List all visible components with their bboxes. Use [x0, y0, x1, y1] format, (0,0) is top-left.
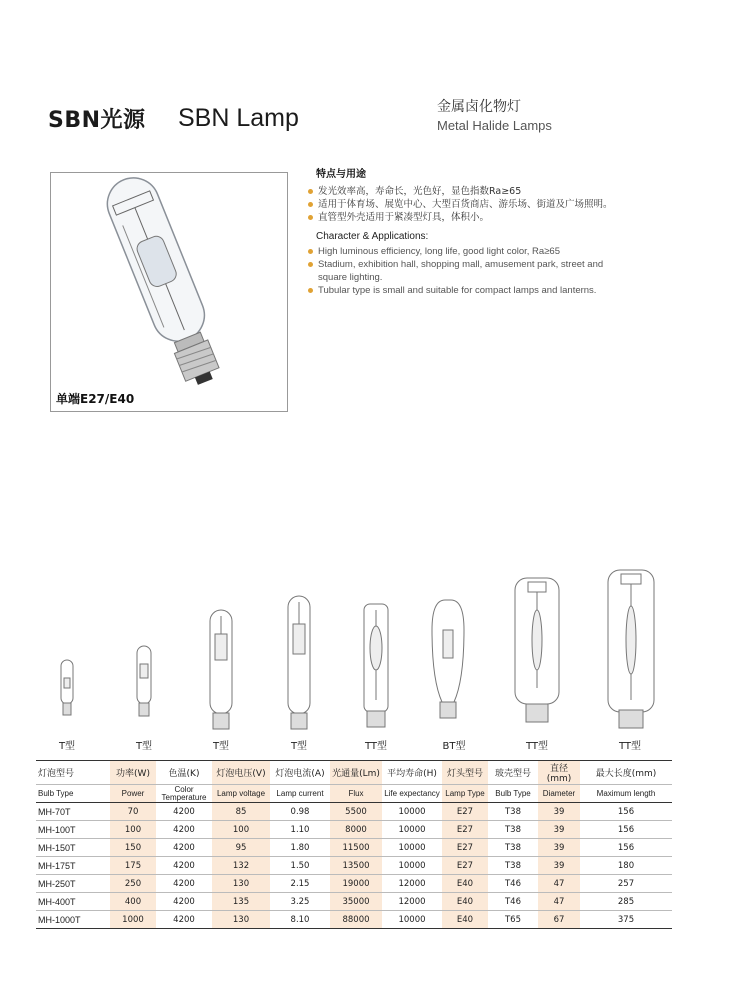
table-cell: 平均寿命(H) — [382, 761, 442, 785]
lamp-drawing — [61, 660, 73, 715]
table-cell: 13500 — [330, 857, 382, 875]
lamp-drawing — [432, 600, 464, 718]
table-cell: Color Temperature — [156, 785, 212, 803]
table-cell: 色温(K) — [156, 761, 212, 785]
spec-table-body — [36, 761, 672, 929]
table-cell: E27 — [442, 821, 488, 839]
table-cell: 39 — [538, 839, 580, 857]
lamp-type-label: T型 — [212, 741, 230, 752]
features-heading-cn: 特点与用途 — [316, 169, 366, 180]
table-cell: 4200 — [156, 875, 212, 893]
table-cell: 4200 — [156, 821, 212, 839]
lamp-photo-illustration — [51, 173, 287, 411]
feature-item-cn: 直管型外壳适用于紧凑型灯具，体积小。 — [306, 211, 626, 224]
table-cell: MH-1000T — [36, 911, 110, 929]
table-cell: E40 — [442, 893, 488, 911]
table-cell: Bulb Type — [36, 785, 110, 803]
table-cell: T38 — [488, 821, 538, 839]
lamp-drawing — [608, 570, 654, 728]
table-cell: 10000 — [382, 803, 442, 821]
feature-item-cn: 适用于体育场、展览中心、大型百货商店、游乐场、街道及广场照明。 — [306, 198, 626, 211]
table-cell: 4200 — [156, 857, 212, 875]
table-cell: 1000 — [110, 911, 156, 929]
table-cell: 1.10 — [270, 821, 330, 839]
lamp-type-label: TT型 — [525, 741, 549, 752]
table-cell: 5500 — [330, 803, 382, 821]
lamp-drawing — [137, 646, 151, 716]
table-cell: 250 — [110, 875, 156, 893]
table-cell: 375 — [580, 911, 672, 929]
table-cell: 39 — [538, 857, 580, 875]
table-cell: 光通量(Lm) — [330, 761, 382, 785]
table-cell: 功率(W) — [110, 761, 156, 785]
table-cell: 10000 — [382, 911, 442, 929]
table-cell: 285 — [580, 893, 672, 911]
table-cell: Lamp current — [270, 785, 330, 803]
table-cell: Life expectancy — [382, 785, 442, 803]
table-cell: 10000 — [382, 857, 442, 875]
table-cell: Power — [110, 785, 156, 803]
table-cell: 灯泡电压(V) — [212, 761, 270, 785]
feature-item-en: High luminous efficiency, long life, good light color, Ra≥65 — [306, 245, 626, 258]
features-heading-en: Character & Applications: — [316, 231, 429, 242]
table-cell: 85 — [212, 803, 270, 821]
lamp-drawing — [364, 604, 388, 727]
table-cell: T65 — [488, 911, 538, 929]
table-cell: 400 — [110, 893, 156, 911]
table-cell: MH-70T — [36, 803, 110, 821]
table-cell: T46 — [488, 875, 538, 893]
table-cell: T46 — [488, 893, 538, 911]
table-header-cn — [36, 761, 672, 785]
table-cell: MH-150T — [36, 839, 110, 857]
lamp-drawing — [210, 610, 232, 729]
table-cell: 灯泡电流(A) — [270, 761, 330, 785]
lamp-type-label: T型 — [58, 741, 76, 752]
table-row — [36, 821, 672, 839]
lamp-type-label: TT型 — [364, 741, 388, 752]
lamp-photo — [50, 172, 288, 412]
table-cell: 150 — [110, 839, 156, 857]
page-title-cn: 金属卤化物灯 — [437, 99, 521, 115]
lamp-type-label: T型 — [135, 741, 153, 752]
table-header-en — [36, 785, 672, 803]
table-cell: 135 — [212, 893, 270, 911]
table-cell: 12000 — [382, 875, 442, 893]
table-cell: 8000 — [330, 821, 382, 839]
feature-item-cn: 发光效率高，寿命长，光色好，显色指数Ra≥65 — [306, 185, 626, 198]
table-row — [36, 803, 672, 821]
lamp-type-label: TT型 — [618, 741, 642, 752]
table-cell: 130 — [212, 875, 270, 893]
table-row — [36, 875, 672, 893]
table-cell: 67 — [538, 911, 580, 929]
table-cell: T38 — [488, 803, 538, 821]
table-cell: T38 — [488, 839, 538, 857]
table-cell: 10000 — [382, 839, 442, 857]
table-cell: MH-250T — [36, 875, 110, 893]
table-cell: 1.50 — [270, 857, 330, 875]
table-cell: 11500 — [330, 839, 382, 857]
table-cell: T38 — [488, 857, 538, 875]
table-cell: 156 — [580, 839, 672, 857]
table-cell: 156 — [580, 821, 672, 839]
table-cell: 39 — [538, 803, 580, 821]
table-cell: Flux — [330, 785, 382, 803]
table-cell: 玻壳型号 — [488, 761, 538, 785]
table-cell: 10000 — [382, 821, 442, 839]
lamp-drawing — [288, 596, 310, 729]
table-cell: 4200 — [156, 911, 212, 929]
table-cell: E40 — [442, 911, 488, 929]
table-cell: 100 — [212, 821, 270, 839]
table-cell: 156 — [580, 803, 672, 821]
table-cell: 2.15 — [270, 875, 330, 893]
feature-item-en: Tubular type is small and suitable for compact lamps and lanterns. — [306, 284, 626, 297]
table-cell: 132 — [212, 857, 270, 875]
photo-caption: 单端E27/E40 — [56, 392, 135, 406]
table-cell: 19000 — [330, 875, 382, 893]
table-cell: MH-400T — [36, 893, 110, 911]
lamp-lineup — [0, 560, 730, 732]
table-row — [36, 839, 672, 857]
table-row — [36, 911, 672, 929]
table-cell: 70 — [110, 803, 156, 821]
table-cell: 8.10 — [270, 911, 330, 929]
table-cell: 3.25 — [270, 893, 330, 911]
table-cell: MH-175T — [36, 857, 110, 875]
table-cell: 12000 — [382, 893, 442, 911]
table-cell: 100 — [110, 821, 156, 839]
table-cell: 180 — [580, 857, 672, 875]
table-cell: 175 — [110, 857, 156, 875]
table-cell: 39 — [538, 821, 580, 839]
brand-name: SBN Lamp — [178, 104, 299, 132]
table-cell: 47 — [538, 893, 580, 911]
table-cell: 95 — [212, 839, 270, 857]
page-title-en: Metal Halide Lamps — [437, 118, 552, 133]
table-cell: 130 — [212, 911, 270, 929]
spec-table — [36, 760, 672, 929]
lamp-type-label: T型 — [290, 741, 308, 752]
table-cell: E40 — [442, 875, 488, 893]
table-cell: 0.98 — [270, 803, 330, 821]
table-cell: Lamp Type — [442, 785, 488, 803]
table-cell: 4200 — [156, 803, 212, 821]
table-cell: E27 — [442, 839, 488, 857]
feature-item-en: Stadium, exhibition hall, shopping mall, amusement park, street and square lighting. — [306, 258, 626, 284]
brand-logo: SBN光源 — [48, 108, 146, 133]
table-cell: 1.80 — [270, 839, 330, 857]
lamp-drawing — [515, 578, 559, 722]
table-cell: 35000 — [330, 893, 382, 911]
table-cell: MH-100T — [36, 821, 110, 839]
lamp-type-label: BT型 — [442, 741, 466, 752]
table-cell: 4200 — [156, 893, 212, 911]
table-cell: 灯泡型号 — [36, 761, 110, 785]
table-cell: 88000 — [330, 911, 382, 929]
table-cell: Maximum length — [580, 785, 672, 803]
table-cell: Diameter — [538, 785, 580, 803]
table-row — [36, 857, 672, 875]
table-cell: Lamp voltage — [212, 785, 270, 803]
table-cell: 4200 — [156, 839, 212, 857]
table-cell: 最大长度(mm) — [580, 761, 672, 785]
features-section — [306, 168, 626, 297]
table-row — [36, 893, 672, 911]
table-cell: 47 — [538, 875, 580, 893]
table-cell: Bulb Type — [488, 785, 538, 803]
table-cell: E27 — [442, 803, 488, 821]
table-cell: 灯头型号 — [442, 761, 488, 785]
table-cell: E27 — [442, 857, 488, 875]
table-cell: 257 — [580, 875, 672, 893]
table-cell: 直径(mm) — [538, 761, 580, 785]
